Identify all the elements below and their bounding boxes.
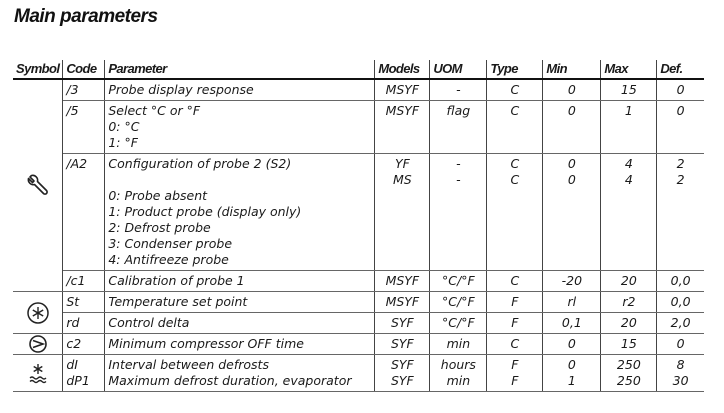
option-text: 0: Probe absent	[108, 188, 208, 203]
type-value: C	[510, 156, 520, 171]
models-value: MS	[392, 172, 412, 187]
max-cell: 15	[601, 79, 657, 101]
page-title: Main parameters	[14, 6, 158, 27]
table-row	[13, 154, 704, 271]
def-value: 8	[676, 357, 685, 372]
min-value: 0	[567, 172, 576, 187]
uom-cell	[430, 154, 487, 271]
uom-cell: min	[430, 334, 487, 355]
header-type: Type	[487, 60, 543, 79]
min-cell: rl	[543, 292, 601, 313]
models-value: YF	[394, 156, 410, 171]
symbol-cell-setpoint	[13, 292, 63, 334]
max-cell: 20	[601, 271, 657, 292]
models-cell	[375, 154, 430, 271]
def-cell: 0	[657, 101, 704, 154]
header-def: Def.	[657, 60, 704, 79]
type-value: C	[510, 172, 520, 187]
type-cell: C	[487, 79, 543, 101]
header-parameter: Parameter	[105, 60, 375, 79]
max-cell	[601, 355, 657, 392]
parameter-text: Interval between defrosts	[108, 357, 269, 372]
max-value: 250	[616, 373, 641, 388]
min-cell: 0,1	[543, 313, 601, 334]
min-cell	[543, 355, 601, 392]
max-cell: 15	[601, 334, 657, 355]
min-cell: 0	[543, 79, 601, 101]
header-max: Max	[601, 60, 657, 79]
option-text: 1: Product probe (display only)	[108, 204, 302, 219]
parameter-cell	[105, 355, 375, 392]
table-row	[13, 355, 704, 392]
def-value: 30	[672, 373, 689, 388]
max-value: 250	[616, 357, 641, 372]
parameter-text: Maximum defrost duration, evaporator	[108, 373, 352, 388]
models-value: SYF	[390, 357, 414, 372]
compressor-icon	[13, 334, 62, 354]
header-min: Min	[543, 60, 601, 79]
parameter-cell: Calibration of probe 1	[105, 271, 375, 292]
parameter-cell	[105, 154, 375, 271]
min-cell	[543, 154, 601, 271]
type-value: F	[511, 373, 519, 388]
table-row	[13, 271, 704, 292]
code-cell: /A2	[63, 154, 105, 271]
defrost-icon	[13, 361, 62, 385]
uom-cell: °C/°F	[430, 292, 487, 313]
type-value: F	[511, 357, 519, 372]
symbol-cell-compressor	[13, 334, 63, 355]
min-value: 0	[567, 357, 576, 372]
type-cell	[487, 154, 543, 271]
min-value: 1	[567, 373, 576, 388]
type-cell: F	[487, 292, 543, 313]
option-text: 4: Antifreeze probe	[108, 252, 229, 267]
uom-cell: -	[430, 79, 487, 101]
def-cell	[657, 355, 704, 392]
def-cell: 0	[657, 79, 704, 101]
option-text: 3: Condenser probe	[108, 236, 233, 251]
parameter-text: Configuration of probe 2 (S2)	[108, 156, 292, 171]
option-text: 0: °C	[108, 119, 140, 134]
min-value: 0	[567, 156, 576, 171]
option-text: 1: °F	[108, 135, 138, 150]
symbol-cell-probe	[13, 79, 63, 292]
def-value: 2	[676, 172, 685, 187]
models-cell: SYF	[375, 313, 430, 334]
uom-value: hours	[440, 357, 476, 372]
parameter-cell	[105, 101, 375, 154]
uom-cell: °C/°F	[430, 271, 487, 292]
def-cell: 0	[657, 334, 704, 355]
uom-value: -	[456, 172, 461, 187]
models-cell: MSYF	[375, 292, 430, 313]
table-row	[13, 292, 704, 313]
min-cell: -20	[543, 271, 601, 292]
uom-value: -	[456, 156, 461, 171]
max-cell: 1	[601, 101, 657, 154]
parameter-cell: Probe display response	[105, 79, 375, 101]
code-value: dI	[66, 357, 78, 372]
max-value: 4	[624, 156, 633, 171]
max-value: 4	[624, 172, 633, 187]
parameter-text: Select °C or °F	[108, 103, 201, 118]
header-models: Models	[375, 60, 430, 79]
header-symbol: Symbol	[13, 60, 63, 79]
option-text: 2: Defrost probe	[108, 220, 211, 235]
type-cell	[487, 355, 543, 392]
models-cell: MSYF	[375, 79, 430, 101]
code-cell: rd	[63, 313, 105, 334]
symbol-cell-defrost	[13, 355, 63, 392]
def-cell: 2,0	[657, 313, 704, 334]
max-cell: r2	[601, 292, 657, 313]
models-cell: MSYF	[375, 271, 430, 292]
code-cell: /c1	[63, 271, 105, 292]
code-cell	[63, 355, 105, 392]
code-cell: c2	[63, 334, 105, 355]
wrench-icon	[13, 173, 62, 199]
type-cell: F	[487, 313, 543, 334]
code-cell: /5	[63, 101, 105, 154]
code-value: dP1	[66, 373, 90, 388]
parameter-cell: Temperature set point	[105, 292, 375, 313]
table-row	[13, 79, 704, 101]
models-value: SYF	[390, 373, 414, 388]
parameter-cell: Minimum compressor OFF time	[105, 334, 375, 355]
table-row	[13, 334, 704, 355]
def-value: 2	[676, 156, 685, 171]
setpoint-snowflake-icon	[13, 300, 62, 326]
max-cell	[601, 154, 657, 271]
table-row	[13, 101, 704, 154]
max-cell: 20	[601, 313, 657, 334]
min-cell: 0	[543, 101, 601, 154]
code-cell: /3	[63, 79, 105, 101]
models-cell: MSYF	[375, 101, 430, 154]
header-row	[13, 60, 704, 79]
def-cell	[657, 154, 704, 271]
type-cell: C	[487, 101, 543, 154]
code-cell: St	[63, 292, 105, 313]
parameters-table	[13, 60, 704, 392]
uom-cell: °C/°F	[430, 313, 487, 334]
table-row	[13, 313, 704, 334]
def-cell: 0,0	[657, 271, 704, 292]
uom-cell: flag	[430, 101, 487, 154]
header-code: Code	[63, 60, 105, 79]
header-uom: UOM	[430, 60, 487, 79]
uom-value: min	[446, 373, 471, 388]
type-cell: C	[487, 334, 543, 355]
uom-cell	[430, 355, 487, 392]
models-cell	[375, 355, 430, 392]
models-cell: SYF	[375, 334, 430, 355]
parameter-cell: Control delta	[105, 313, 375, 334]
def-cell: 0,0	[657, 292, 704, 313]
min-cell: 0	[543, 334, 601, 355]
type-cell: C	[487, 271, 543, 292]
